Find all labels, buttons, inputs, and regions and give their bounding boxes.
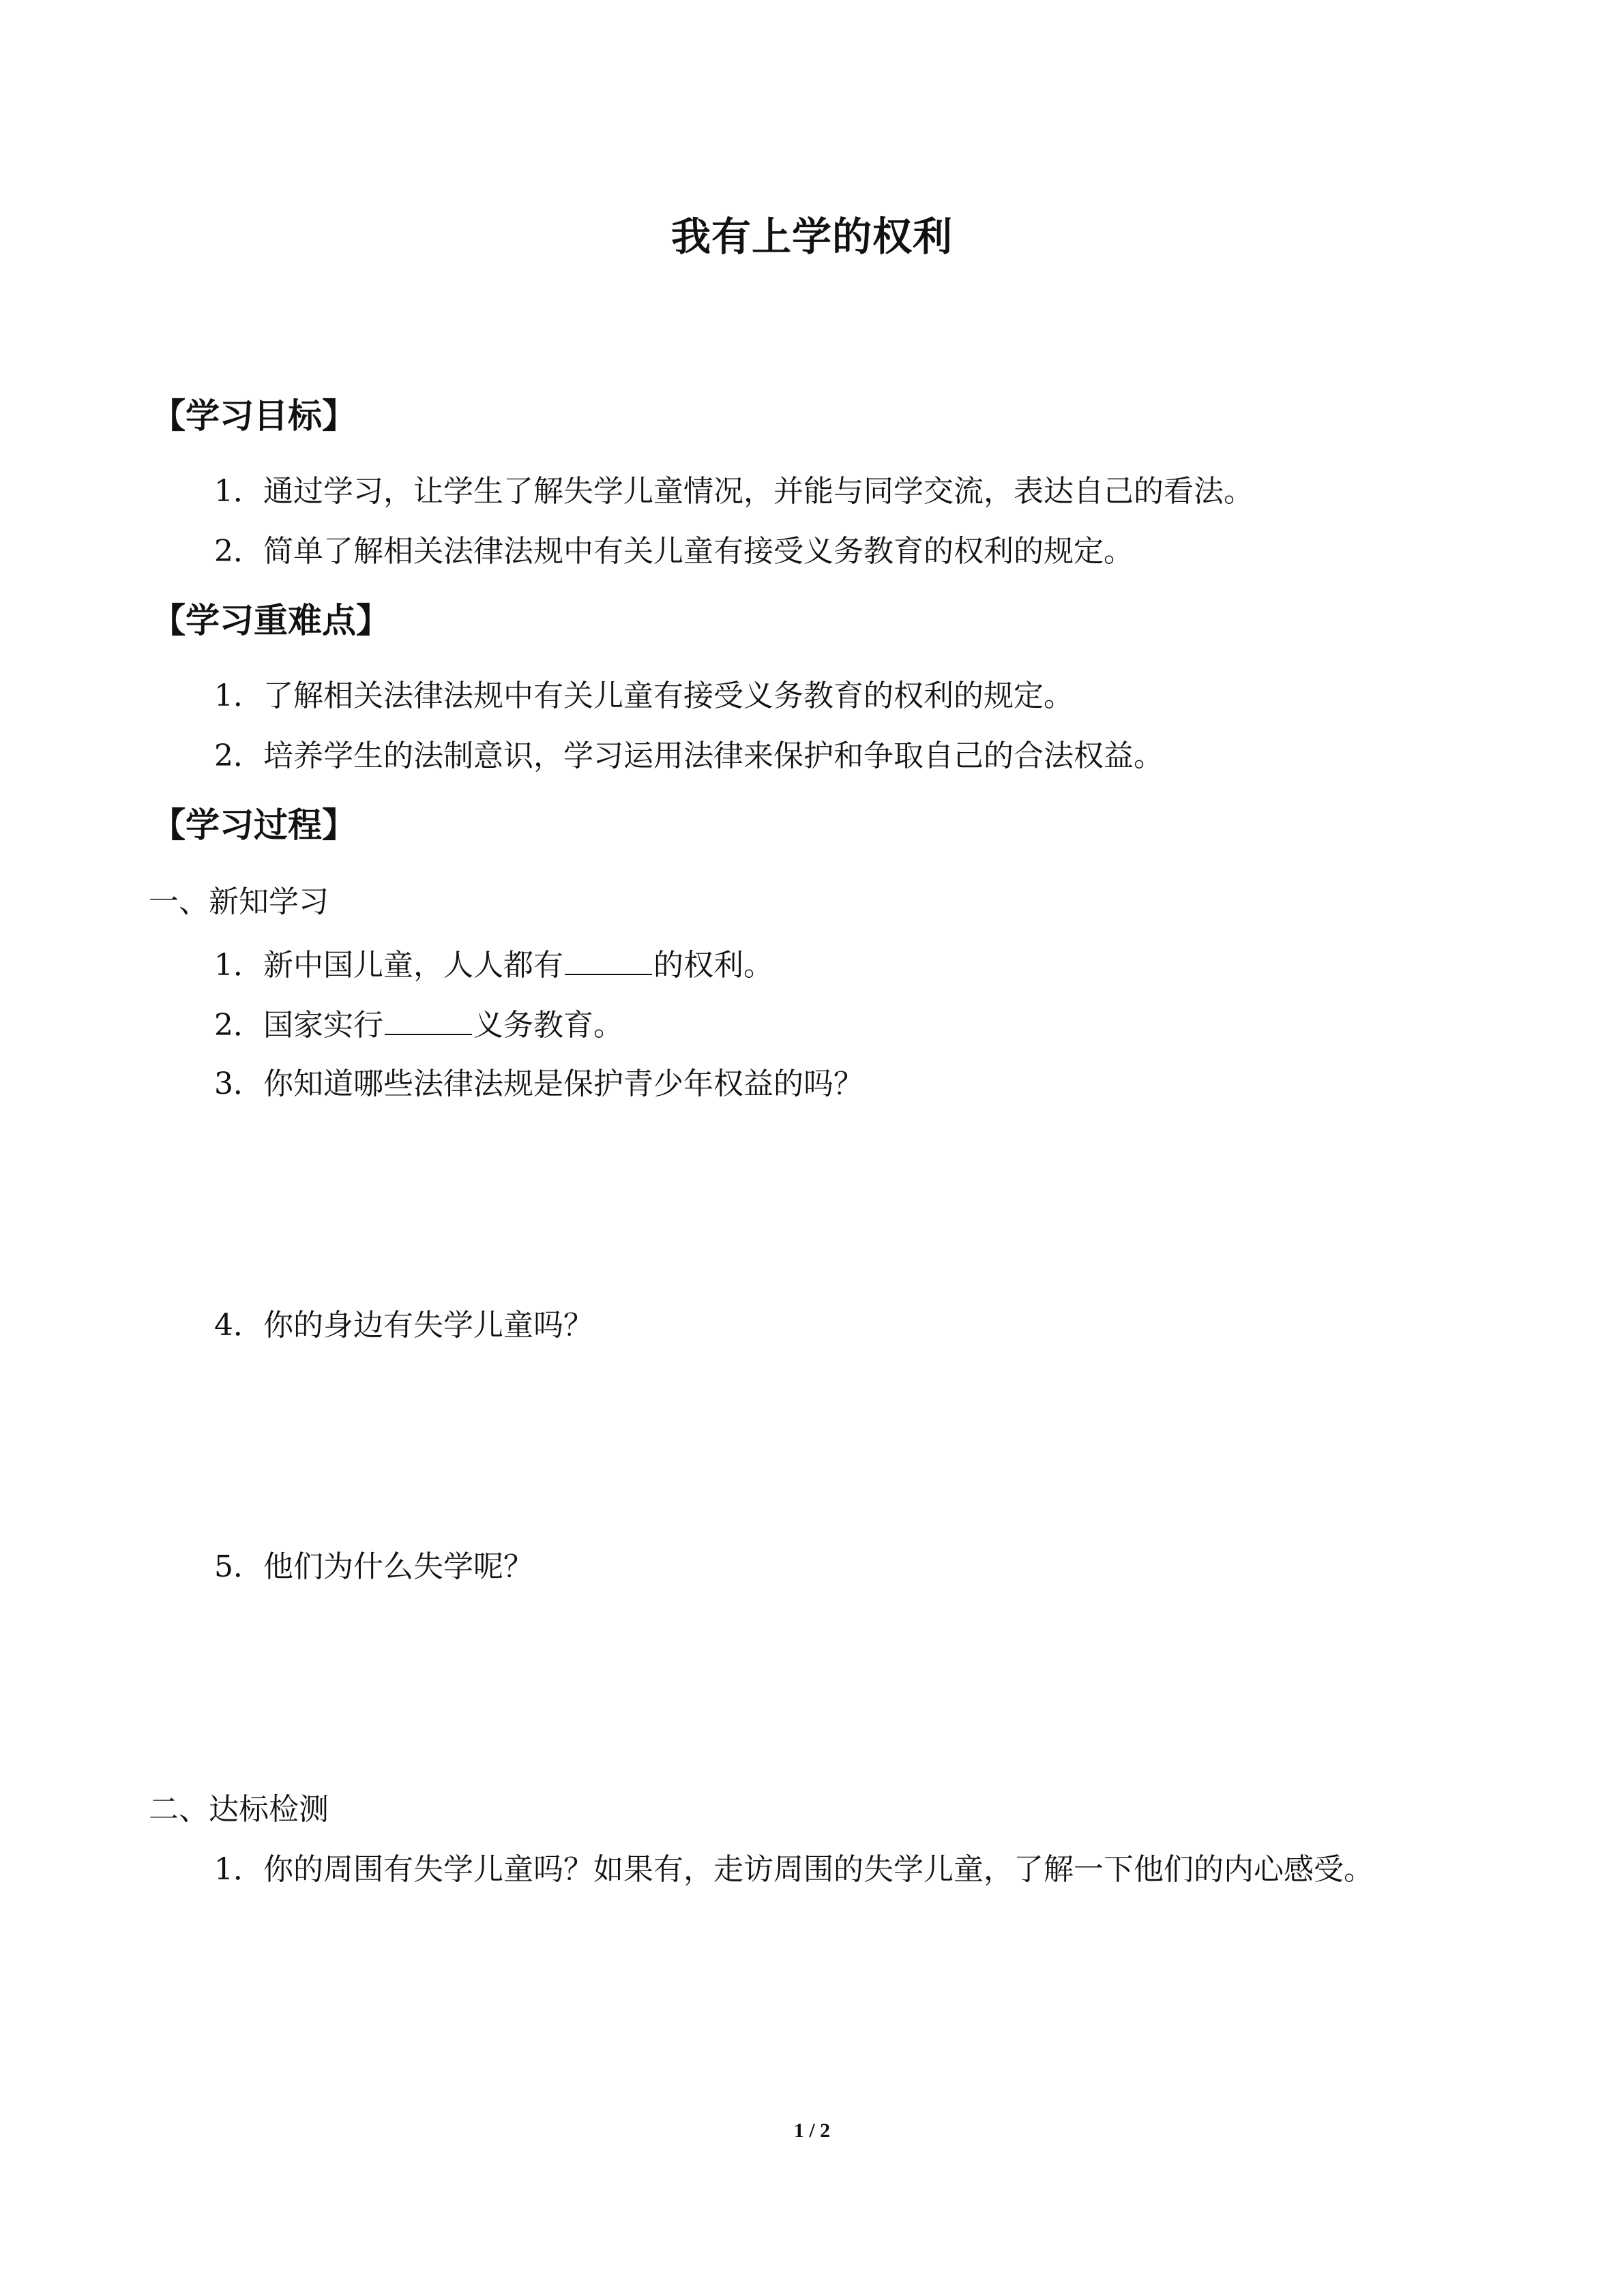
part-label-assessment: 二、达标检测 (149, 1792, 329, 1827)
question-4: 4．你的身边有失学儿童吗？ (214, 1308, 593, 1343)
part-label-new-knowledge: 一、新知学习 (149, 884, 329, 919)
page-title: 我有上学的权利 (670, 213, 953, 260)
fill-in-blank-1 (565, 946, 652, 975)
key-point-item-2: 2．培养学生的法制意识，学习运用法律来保护和争取自己的合法权益。 (214, 739, 1164, 773)
goal-item-1: 1．通过学习，让学生了解失学儿童情况，并能与同学交流，表达自己的看法。 (214, 474, 1254, 509)
question-1-text-before: 1．新中国儿童，人人都有 (214, 948, 563, 983)
key-point-item-1: 1．了解相关法律法规中有关儿童有接受义务教育的权利的规定。 (214, 679, 1074, 713)
section-heading-process: 【学习过程】 (151, 805, 356, 845)
question-2-text-before: 2．国家实行 (214, 1008, 383, 1043)
page-number: 1 / 2 (793, 2119, 831, 2142)
section-heading-key-points: 【学习重难点】 (151, 601, 390, 640)
question-1-text-after: 的权利。 (653, 948, 773, 983)
goal-item-2: 2．简单了解相关法律法规中有关儿童有接受义务教育的权利的规定。 (214, 534, 1134, 569)
question-5: 5．他们为什么失学呢？ (214, 1549, 533, 1584)
question-2 (214, 1007, 623, 1044)
question-1 (214, 946, 773, 984)
question-2-text-after: 义务教育。 (473, 1008, 623, 1043)
question-3: 3．你知道哪些法律法规是保护青少年权益的吗？ (214, 1067, 863, 1101)
fill-in-blank-2 (385, 1007, 472, 1035)
section-heading-goals: 【学习目标】 (151, 396, 356, 436)
assessment-question-1: 1．你的周围有失学儿童吗？如果有，走访周围的失学儿童，了解一下他们的内心感受。 (214, 1852, 1374, 1887)
